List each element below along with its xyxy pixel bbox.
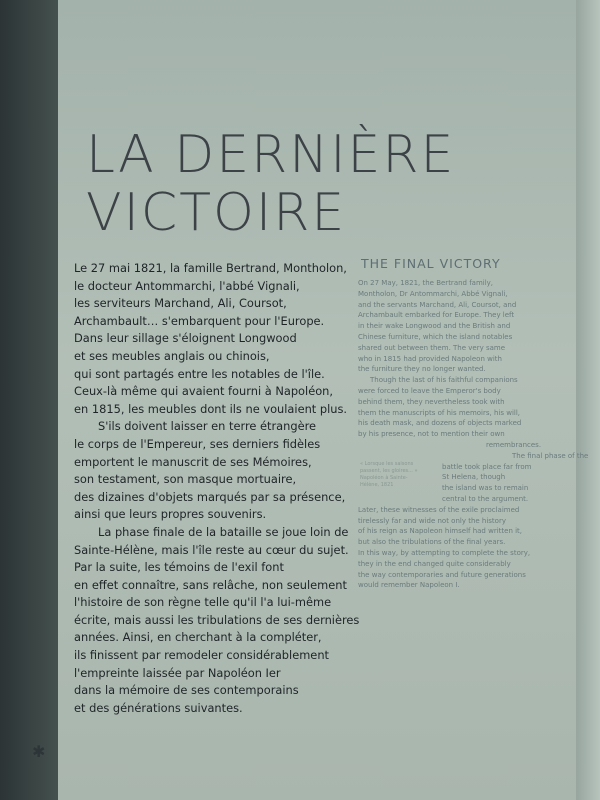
english-line: Chinese furniture, which the island notables — [358, 332, 513, 341]
english-line: The final phase of the — [512, 451, 589, 460]
french-line: qui sont partagés entre les notables de l'île. — [74, 366, 325, 381]
french-line: et ses meubles anglais ou chinois, — [74, 348, 270, 363]
french-line: et des générations suivantes. — [74, 700, 243, 715]
english-line: the way contemporaries and future generations — [358, 570, 526, 579]
english-line: Later, these witnesses of the exile proclaimed — [358, 505, 520, 514]
english-line: were forced to leave the Emperor's body — [358, 386, 501, 395]
english-line: who in 1815 had provided Napoleon with — [358, 354, 502, 363]
english-line: his death mask, and dozens of objects marked — [358, 419, 522, 428]
french-line: emportent le manuscrit de ses Mémoires, — [74, 454, 312, 469]
english-line: St Helena, though — [442, 473, 506, 482]
french-line: le corps de l'Empereur, ses derniers fidèles — [74, 436, 321, 451]
english-line: them the manuscripts of his memoirs, his will, — [358, 408, 521, 417]
french-line: en 1815, les meubles dont ils ne voulaient plus. — [74, 401, 348, 416]
exhibition-panel — [58, 0, 589, 800]
english-line: they in the end changed quite considerably — [358, 559, 511, 568]
english-line: behind them, they nevertheless took with — [358, 397, 505, 406]
english-line: the furniture they no longer wanted. — [358, 365, 486, 374]
french-line: Archambault… s'embarquent pour l'Europe. — [74, 313, 325, 328]
english-line: the island was to remain — [442, 484, 529, 493]
french-line: ainsi que leurs propres souvenirs. — [74, 507, 267, 522]
french-line: l'histoire de son règne telle qu'il l'a lui-même — [74, 595, 332, 610]
french-line: années. Ainsi, en cherchant à la compléter, — [74, 630, 322, 645]
french-line: le docteur Antommarchi, l'abbé Vignali, — [74, 278, 300, 293]
english-line: shared out between them. The very same — [358, 343, 506, 352]
english-line: would remember Napoleon I. — [358, 581, 460, 590]
english-line: In this way, by attempting to complete the story, — [358, 548, 531, 557]
english-line: On 27 May, 1821, the Bertrand family, — [358, 279, 494, 287]
english-line: of his reign as Napoleon himself had written it, — [358, 527, 523, 536]
french-line: son testament, son masque mortuaire, — [74, 472, 297, 487]
title-line-1: LA DERNIÈRE — [86, 125, 456, 185]
english-line: by his presence, not to mention their own — [358, 430, 505, 439]
french-line: Sainte-Hélène, mais l'île reste au cœur du sujet. — [74, 542, 349, 557]
quote-block — [360, 461, 440, 489]
quote-line: Hélène, 1821 — [360, 482, 394, 488]
english-line: central to the argument. — [442, 494, 529, 503]
french-line: ils finissent par remodeler considérablement — [74, 648, 330, 663]
english-title: THE FINAL VICTORY — [361, 256, 501, 271]
french-line: des dizaines d'objets marqués par sa présence, — [74, 489, 346, 504]
french-line: l'empreinte laissée par Napoléon Ier — [74, 665, 281, 680]
sparkle-icon: ✱ — [32, 742, 46, 761]
french-line: dans la mémoire de ses contemporains — [74, 683, 299, 698]
quote-line: « Lorsque les saisons — [360, 461, 414, 467]
english-line: remembrances. — [486, 440, 542, 449]
french-line: La phase finale de la bataille se joue loin de — [98, 524, 349, 539]
quote-line: Napoléon à Sainte- — [360, 475, 408, 481]
english-line: Montholon, Dr Antommarchi, Abbé Vignali, — [358, 289, 508, 298]
english-text-block — [358, 278, 589, 591]
french-line: en effet connaître, sans relâche, non seulement — [74, 577, 347, 592]
french-line: Le 27 mai 1821, la famille Bertrand, Montholon, — [74, 261, 347, 275]
wall-shadow-left — [0, 0, 62, 800]
english-line: but also the tribulations of the final years. — [358, 538, 506, 547]
french-line: Par la suite, les témoins de l'exil font — [74, 560, 284, 575]
panel-title — [86, 126, 455, 242]
english-line: tirelessly far and wide not only the history — [358, 516, 506, 525]
english-line: battle took place far from — [442, 462, 532, 471]
quote-line: passent, les gloires... » — [360, 468, 418, 474]
english-line: in their wake Longwood and the British and — [358, 322, 511, 331]
title-line-2: VICTOIRE — [86, 183, 347, 243]
english-line: Though the last of his faithful companions — [370, 376, 518, 385]
french-text-block — [74, 260, 359, 717]
english-line: and the servants Marchand, Ali, Coursot, and — [358, 300, 517, 309]
english-line: Archambault embarked for Europe. They left — [358, 311, 515, 320]
french-line: Ceux-là même qui avaient fourni à Napoléon, — [74, 384, 334, 399]
french-line: Dans leur sillage s'éloignent Longwood — [74, 331, 297, 346]
french-line: écrite, mais aussi les tribulations de ses dernières — [74, 612, 360, 627]
french-line: S'ils doivent laisser en terre étrangère — [98, 419, 317, 434]
french-line: les serviteurs Marchand, Ali, Coursot, — [74, 296, 287, 311]
